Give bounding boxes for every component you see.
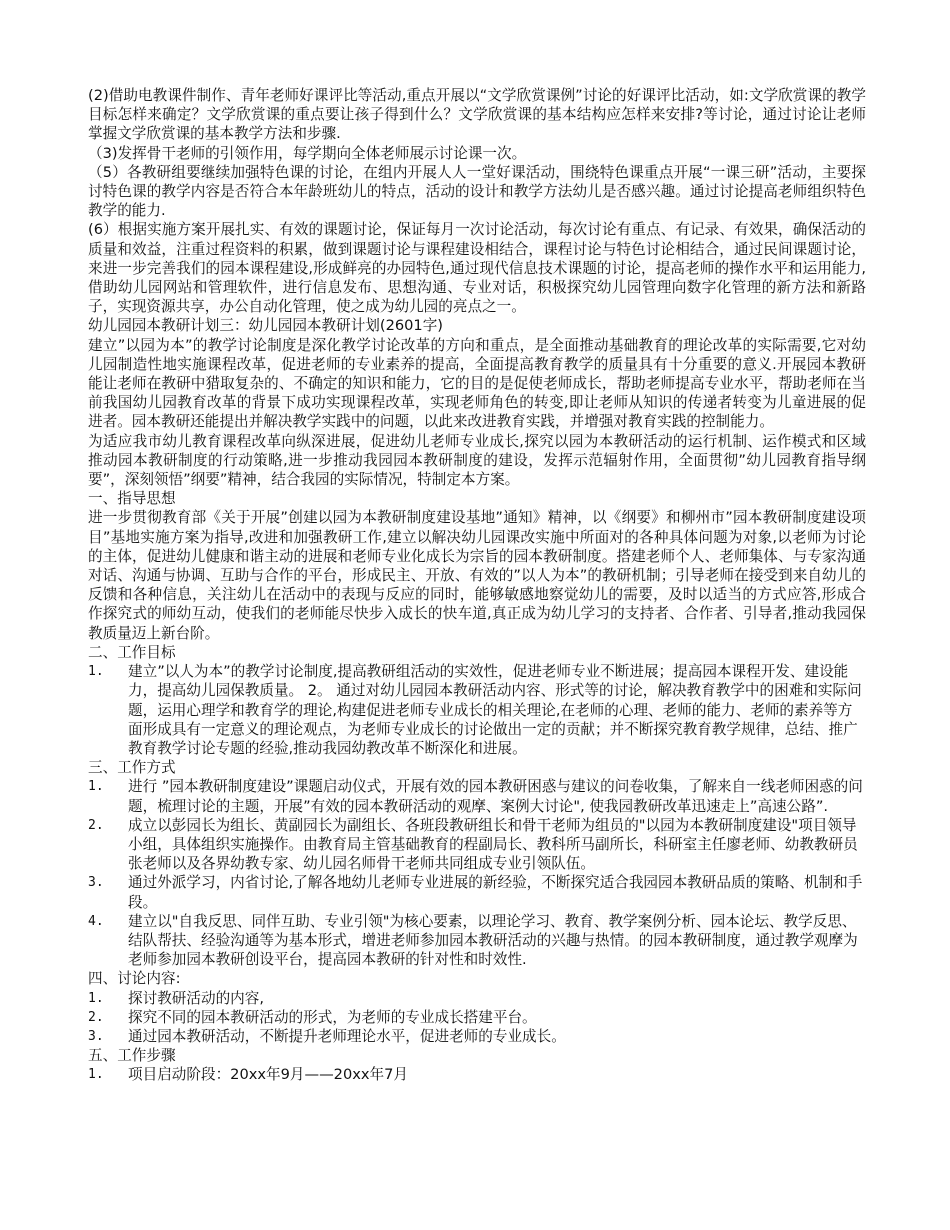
list-text: 探究不同的园本教研活动的形式，为老师的专业成长搭建平台。 [128, 1008, 537, 1026]
list-number: 1. [88, 779, 104, 795]
list-item [88, 873, 866, 911]
list-item [88, 816, 866, 874]
list-text: 项目启动阶段：20xx年9月——20xx年7月 [128, 1066, 408, 1084]
paragraph-item-5: （5）各教研组要继续加强特色课的讨论，在组内开展人人一堂好课活动，围绕特色课重点开展“一课三研”活动，主要探讨特色课的教学内容是否符合本年龄班幼儿的特点，活动的设计和教学方法幼儿是否感兴趣。通过讨论提高老师组织特色教学的能力. [88, 163, 866, 220]
list-text: 建立”以人为本”的教学讨论制度,提高教研组活动的实效性，促进老师专业不断进展；提高园本课程开发、建设能力，提高幼儿园保教质量。 2。 通过对幼儿园园本教研活动内容、形式等的讨论，解决教育教学中的困难和实际问题，运用心理学和教育学的理论,构建促进老师专业成长的相关理论,在老师的心理、老师的能力、老师的素养等方面形成具有一定意义的理论观点，为老师专业成长的讨论做出一定的贡献；并不断探究教育教学规律，总结、推广教育教学讨论专题的经验,推动我园幼教改革不断深化和进展。 [128, 663, 862, 757]
list-item [88, 989, 866, 1008]
list-number: 2. [88, 817, 104, 833]
list-number: 3. [88, 875, 104, 891]
list-number: 1. [88, 990, 104, 1006]
research-content-list [88, 989, 866, 1047]
paragraph-item-6: (6）根据实施方案开展扎实、有效的课题讨论，保证每月一次讨论活动，每次讨论有重点、有记录、有效果，确保活动的质量和效益，注重过程资料的积累，做到课题讨论与课程建设相结合，课程讨论与特色讨论相结合，通过民间课题讨论，来进一步完善我们的园本课程建设,形成鲜亮的办园特色,通过现代信息技术课题的讨论，提高老师的操作水平和运用能力,借助幼儿园网站和管理软件，进行信息发布、思想沟通、专业对话，积极探究幼儿园管理向数字化管理的新方法和新路子，实现资源共享，办公自动化管理，使之成为幼儿园的亮点之一。 [88, 221, 866, 316]
section-heading-guiding-ideology: 一、指导思想 [88, 490, 176, 508]
list-text: 探讨教研活动的内容, [128, 989, 264, 1007]
paragraph-item-2: (2)借助电教课件制作、青年老师好课评比等活动,重点开展以“文学欣赏课例”讨论的好课评比活动，如:文学欣赏课的教学目标怎样来确定？文学欣赏课的重点要让孩子得到什么？文学欣赏课的基本结构应怎样来安排?等讨论，通过讨论让老师掌握文学欣赏课的基本教学方法和步骤. [88, 87, 866, 143]
list-item [88, 1065, 866, 1084]
list-number: 4. [88, 913, 104, 929]
list-item [88, 1027, 866, 1046]
list-text: 通过园本教研活动，不断提升老师理论水平，促进老师的专业成长。 [128, 1027, 566, 1045]
intro-paragraph: 建立”以园为本”的教学讨论制度是深化教学讨论改革的方向和重点，是全面推动基础教育的理论改革的实际需要,它对幼儿园制造性地实施课程改革，促进老师的专业素养的提高，全面提高教育教学的质量具有十分重要的意义.开展园本教研能让老师在教研中猎取复杂的、不确定的知识和能力，它的目的是促使老师成长，帮助老师提高专业水平，帮助老师在当前我国幼儿园教育改革的背景下成功实现课程改革，实现老师角色的转变,即让老师从知识的传递者转变为儿童进展的促进者。园本教研还能提出并解决教学实践中的问题，以此来改进教育实践，并增强对教育实践的控制能力。 [88, 336, 866, 431]
list-number: 1. [88, 1067, 104, 1083]
list-text: 进行 ”园本教研制度建设”课题启动仪式，开展有效的园本教研困惑与建议的问卷收集，了解来自一线老师困惑的问题，梳理讨论的主题，开展”有效的园本教研活动的观摩、案例大讨论", 使我园教研改革迅速走上”高速公路”. [128, 778, 863, 815]
list-text: 建立以"自我反思、同伴互助、专业引领"为核心要素，以理论学习、教育、教学案例分析、园本论坛、教学反思、结队帮扶、经验沟通等为基本形式，增进老师参加园本教研活动的兴趣与热情。的园本教研制度，通过教学观摩为老师参加园本教研创设平台，提高园本教研的针对性和时效性. [128, 912, 858, 969]
paragraph-item-3: （3)发挥骨干老师的引领作用，每学期向全体老师展示讨论课一次。 [88, 144, 527, 162]
work-steps-list [88, 1065, 866, 1084]
purpose-paragraph: 为适应我市幼儿教育课程改革向纵深进展，促进幼儿老师专业成长,探究以园为本教研活动的运行机制、运作模式和区域推动园本教研制度的行动策略,进一步推动我园园本教研制度的建设，发挥示范辐射作用，全面贯彻”幼儿园教育指导纲要”，深刻领悟”纲要”精神，结合我园的实际情况，特制定本方案。 [88, 432, 866, 489]
list-item [88, 1008, 866, 1027]
work-methods-list [88, 777, 866, 969]
work-goals-list [88, 662, 866, 758]
list-number: 2. [88, 1009, 104, 1025]
list-number: 3. [88, 1028, 104, 1044]
section-heading-research-content: 四、讨论内容: [88, 970, 181, 988]
section-heading-work-methods: 三、工作方式 [88, 759, 176, 777]
list-number: 1. [88, 664, 104, 680]
list-item [88, 777, 866, 815]
guiding-ideology-paragraph: 进一步贯彻教育部《关于开展”创建以园为本教研制度建设基地”通知》精神，以《纲要》和柳州市”园本教研制度建设项目”基地实施方案为指导,改进和加强教研工作,建立以解决幼儿园课改实施中所面对的各种具体问题为对象,以老师为讨论的主体，促进幼儿健康和谐主动的进展和老师专业化成长为宗旨的园本教研制度。搭建老师个人、老师集体、与专家沟通对话、沟通与协调、互助与合作的平台，形成民主、开放、有效的”以人为本”的教研机制；引导老师在接受到来自幼儿的反馈和各种信息，关注幼儿在活动中的表现与反应的同时，能够敏感地察觉幼儿的需要，及时以适当的方式应答,形成合作探究式的师幼互动，使我们的老师能尽快步入成长的快车道,真正成为幼儿学习的支持者、合作者、引导者,推动我园保教质量迈上新台阶。 [88, 509, 866, 642]
list-item [88, 912, 866, 970]
section-heading-work-goals: 二、工作目标 [88, 643, 176, 661]
plan-three-title: 幼儿园园本教研计划三：幼儿园园本教研计划(2601字) [88, 317, 443, 335]
list-item [88, 662, 866, 758]
list-text: 成立以彭园长为组长、黄副园长为副组长、各班段教研组长和骨干老师为组员的"以园为本教研制度建设"项目领导小组，具体组织实施操作。由教育局主管基础教育的程副局长、教科所马副所长，科研室主任廖老师、幼教教研员张老师以及各界幼教专家、幼儿园名师骨干老师共同组成专业引领队伍。 [128, 816, 858, 873]
section-heading-work-steps: 五、工作步骤 [88, 1047, 176, 1065]
list-text: 通过外派学习，内省讨论,了解各地幼儿老师专业进展的新经验，不断探究适合我园园本教研品质的策略、机制和手段。 [128, 874, 863, 911]
